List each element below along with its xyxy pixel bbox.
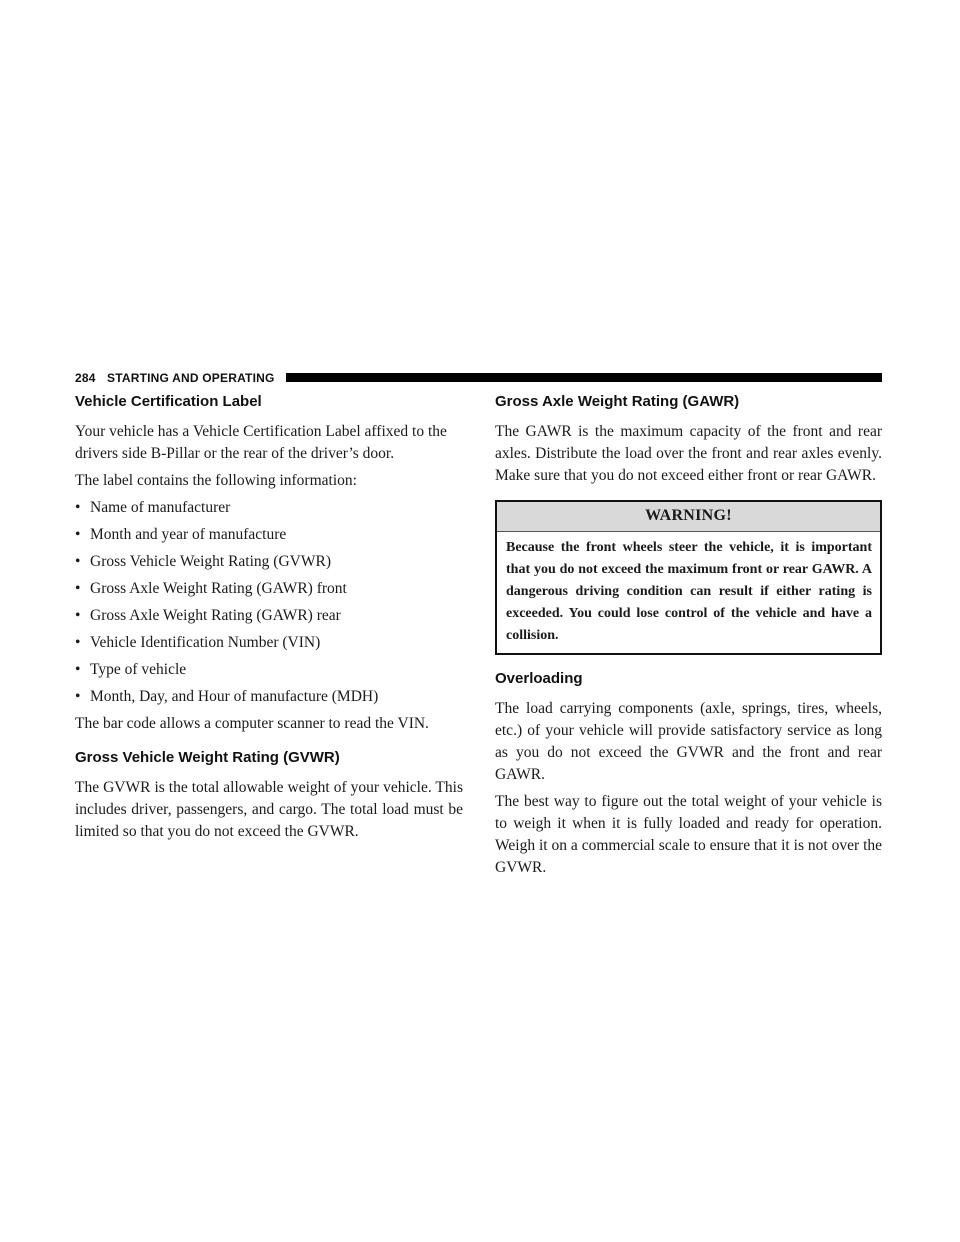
bullet: • [75, 526, 81, 543]
section-title: STARTING AND OPERATING [107, 371, 275, 385]
bullet: • [75, 499, 81, 516]
list-item: • Gross Axle Weight Rating (GAWR) rear [75, 605, 463, 627]
header-rule [286, 373, 882, 382]
label-contents-intro: The label contains the following information: [75, 472, 357, 489]
bullet: • [75, 553, 81, 570]
warning-title: WARNING! [497, 502, 880, 532]
gawr-heading: Gross Axle Weight Rating (GAWR) [495, 393, 740, 410]
overloading-heading: Overloading [495, 670, 583, 687]
warning-text: Because the front wheels steer the vehicle, it is important that you do not exceed the maximum front or rear GAWR. A dangerous driving condition can result if either rating is exceeded. You could lose control of the vehicle and have a collision. [506, 540, 872, 643]
gvwr-paragraph: The GVWR is the total allowable weight of your vehicle. This includes driver, passengers, and cargo. The total load must be limited so that you do not exceed the GVWR. [75, 779, 463, 840]
list-item: • Month and year of manufacture [75, 524, 463, 546]
list-item: • Type of vehicle [75, 659, 463, 681]
right-column [495, 392, 882, 884]
list-item: • Vehicle Identification Number (VIN) [75, 632, 463, 654]
page-number: 284 [75, 371, 96, 385]
overloading-paragraph-1: The load carrying components (axle, springs, tires, wheels, etc.) of your vehicle will provide satisfactory service as long as you do not exceed the GVWR and the front and rear GAWR. [495, 700, 882, 783]
label-info-list [75, 497, 463, 708]
bullet: • [75, 607, 81, 624]
list-item: • Gross Vehicle Weight Rating (GVWR) [75, 551, 463, 573]
barcode-note: The bar code allows a computer scanner to read the VIN. [75, 715, 429, 732]
overloading-paragraph-2: The best way to figure out the total weight of your vehicle is to weigh it when it is fully loaded and ready for operation. Weigh it on a commercial scale to ensure that it is not over the GVWR. [495, 793, 882, 876]
vehicle-certification-heading: Vehicle Certification Label [75, 393, 262, 410]
warning-box [495, 500, 882, 655]
bullet: • [75, 580, 81, 597]
bullet: • [75, 634, 81, 651]
list-item: • Gross Axle Weight Rating (GAWR) front [75, 578, 463, 600]
page-header [75, 370, 882, 386]
gawr-paragraph: The GAWR is the maximum capacity of the front and rear axles. Distribute the load over the front and rear axles evenly. Make sure that you do not exceed either front or rear GAWR. [495, 423, 882, 484]
bullet: • [75, 688, 81, 705]
list-item: • Name of manufacturer [75, 497, 463, 519]
left-column [75, 392, 463, 848]
list-item: • Month, Day, and Hour of manufacture (MDH) [75, 686, 463, 708]
gvwr-heading: Gross Vehicle Weight Rating (GVWR) [75, 749, 340, 766]
bullet: • [75, 661, 81, 678]
certification-intro: Your vehicle has a Vehicle Certification Label affixed to the drivers side B-Pillar or the rear of the driver’s door. [75, 423, 447, 462]
